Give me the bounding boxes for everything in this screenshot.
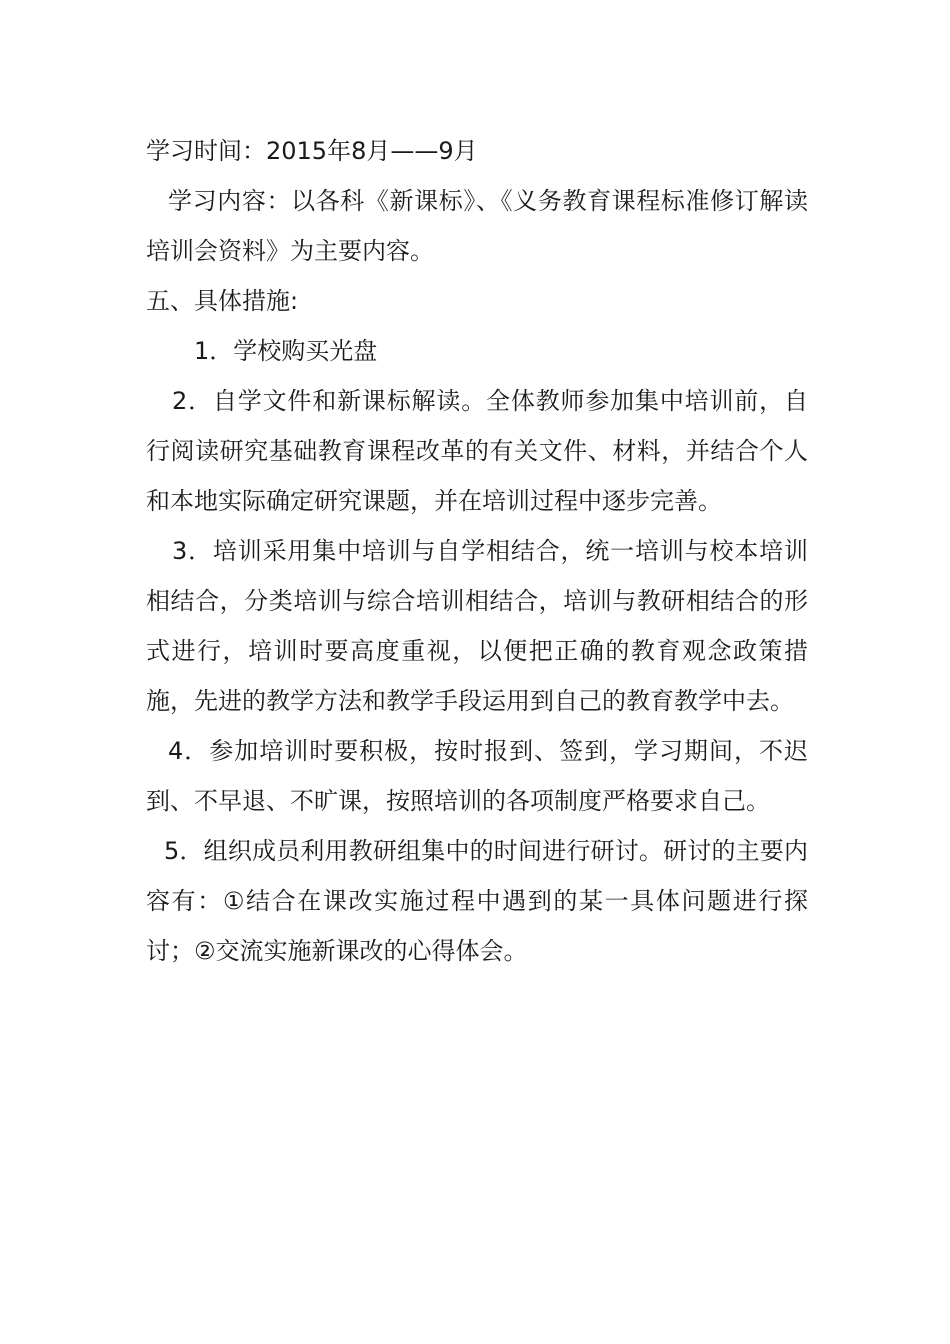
measure-item-3: 3．培训采用集中培训与自学相结合，统一培训与校本培训相结合，分类培训与综合培训相结合，培训与教研相结合的形式进行，培训时要高度重视，以便把正确的教育观念政策措施，先进的教学方法和教学手段运用到自己的教育教学中去。 xyxy=(146,537,808,715)
measure-item-1: 1．学校购买光盘 xyxy=(194,337,378,365)
study-time-line: 学习时间：2015年8月——9月 xyxy=(146,137,478,165)
measure-item-4: 4．参加培训时要积极，按时报到、签到，学习期间，不迟到、不早退、不旷课，按照培训的各项制度严格要求自己。 xyxy=(146,737,808,815)
section-heading-measures: 五、具体措施: xyxy=(146,287,299,315)
measure-item-2: 2．自学文件和新课标解读。全体教师参加集中培训前，自行阅读研究基础教育课程改革的有关文件、材料，并结合个人和本地实际确定研究课题，并在培训过程中逐步完善。 xyxy=(146,387,808,515)
document-body xyxy=(146,126,808,976)
study-content-paragraph: 学习内容：以各科《新课标》、《义务教育课程标准修订解读培训会资料》为主要内容。 xyxy=(146,187,808,265)
measure-item-5: 5．组织成员利用教研组集中的时间进行研讨。研讨的主要内容有：①结合在课改实施过程中遇到的某一具体问题进行探讨；②交流实施新课改的心得体会。 xyxy=(146,837,808,965)
